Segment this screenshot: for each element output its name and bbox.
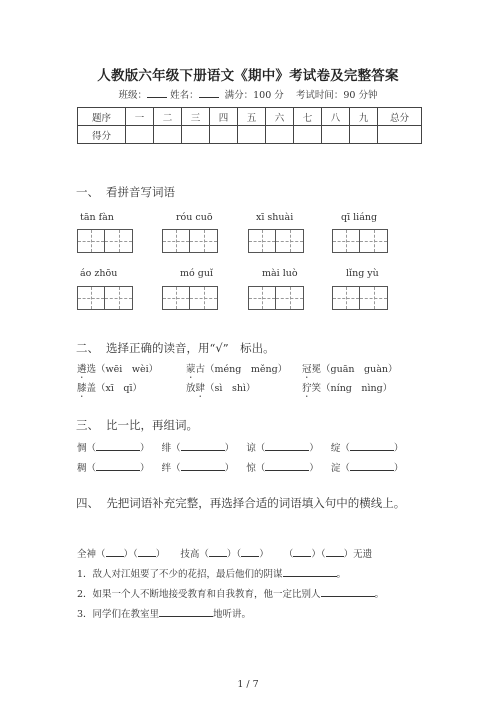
section-number: 二、 bbox=[76, 341, 99, 355]
idiom-blank[interactable] bbox=[138, 547, 156, 557]
score-value-row bbox=[78, 126, 422, 144]
word-blank[interactable] bbox=[96, 461, 140, 471]
pinyin-label: qī liáng bbox=[341, 212, 378, 223]
compare-row: 惆（ ） 绯（ ） 谅（ ） 绽（ ） bbox=[77, 443, 404, 454]
idiom-blank[interactable] bbox=[209, 547, 227, 557]
pinyin-label: tān fàn bbox=[80, 212, 114, 223]
pinyin-label: róu cuō bbox=[176, 212, 213, 223]
score-cell[interactable] bbox=[350, 126, 378, 144]
section-number: 四、 bbox=[76, 496, 99, 510]
score-cell[interactable] bbox=[266, 126, 294, 144]
header-cell: 题序 bbox=[78, 108, 126, 126]
section3-heading bbox=[76, 417, 198, 433]
score-cell[interactable] bbox=[210, 126, 238, 144]
pinyin-label: mài luò bbox=[262, 268, 298, 279]
word-blank[interactable] bbox=[96, 441, 140, 451]
header-cell: 六 bbox=[266, 108, 294, 126]
idiom-blank[interactable] bbox=[326, 547, 344, 557]
score-cell[interactable] bbox=[126, 126, 154, 144]
header-cell: 总分 bbox=[378, 108, 422, 126]
reading-item[interactable]: 狞笑（níng nìng） bbox=[302, 383, 393, 394]
writing-grid[interactable] bbox=[162, 286, 218, 310]
score-cell[interactable] bbox=[378, 126, 422, 144]
reading-item[interactable]: 膝盖（xī qī） bbox=[77, 383, 143, 394]
word-blank[interactable] bbox=[350, 441, 394, 451]
pinyin-label: xī shuài bbox=[256, 212, 294, 223]
section-title: 看拼音写词语 bbox=[106, 185, 175, 199]
section-title: 选择正确的读音，用“√” 标出。 bbox=[106, 341, 275, 355]
section-number: 一、 bbox=[76, 185, 99, 199]
section-number: 三、 bbox=[76, 418, 99, 432]
reading-item[interactable]: 遴选（wēi wèi） bbox=[77, 364, 159, 375]
word-blank[interactable] bbox=[350, 461, 394, 471]
section4-heading bbox=[76, 492, 426, 514]
compare-row: 稠（ ） 绊（ ） 惊（ ） 淀（ ） bbox=[77, 463, 404, 474]
sentence-blank[interactable] bbox=[159, 607, 213, 617]
section-title: 比一比，再组词。 bbox=[106, 418, 198, 432]
score-cell[interactable] bbox=[154, 126, 182, 144]
section-title: 先把词语补充完整，再选择合适的词语填入句中的横线上。 bbox=[106, 496, 406, 510]
header-cell: 七 bbox=[294, 108, 322, 126]
section1-heading bbox=[76, 184, 175, 200]
score-text: 满分：100 分 bbox=[224, 90, 284, 101]
row-label: 得分 bbox=[78, 126, 126, 144]
writing-grid[interactable] bbox=[77, 229, 133, 253]
header-cell: 四 bbox=[210, 108, 238, 126]
time-text: 考试时间：90 分钟 bbox=[295, 90, 378, 101]
header-cell: 一 bbox=[126, 108, 154, 126]
page-number: 1 / 7 bbox=[237, 679, 259, 690]
writing-grid[interactable] bbox=[332, 229, 388, 253]
header-cell: 二 bbox=[154, 108, 182, 126]
header-cell: 八 bbox=[322, 108, 350, 126]
writing-grid[interactable] bbox=[77, 286, 133, 310]
sentence-blank[interactable] bbox=[283, 567, 337, 577]
idiom-blank[interactable] bbox=[106, 547, 124, 557]
score-cell[interactable] bbox=[238, 126, 266, 144]
score-cell[interactable] bbox=[294, 126, 322, 144]
word-blank[interactable] bbox=[265, 461, 309, 471]
header-cell: 三 bbox=[182, 108, 210, 126]
idiom-blank[interactable] bbox=[293, 547, 311, 557]
class-blank[interactable] bbox=[147, 88, 167, 98]
writing-grid[interactable] bbox=[162, 229, 218, 253]
exam-info bbox=[0, 87, 496, 101]
idiom-fill-row: 全神（ ）（ ） 技高（ ）（ ） （ ）（ ）无遗 bbox=[77, 549, 373, 560]
reading-item[interactable]: 冠冕（guān guàn） bbox=[302, 364, 398, 375]
pinyin-label: mó guǐ bbox=[180, 268, 213, 279]
pinyin-label: lǐng yù bbox=[346, 268, 379, 279]
sentence-item: 1．敌人对江姐要了不少的花招，最后他们的阴谋 。 bbox=[77, 569, 347, 580]
score-header-row bbox=[78, 108, 422, 126]
header-cell: 九 bbox=[350, 108, 378, 126]
word-blank[interactable] bbox=[181, 441, 225, 451]
sentence-item: 3．同学们在教室里 地听讲。 bbox=[77, 609, 252, 620]
name-label: 姓名： bbox=[170, 90, 199, 101]
score-cell[interactable] bbox=[322, 126, 350, 144]
section2-heading bbox=[76, 340, 275, 356]
name-blank[interactable] bbox=[199, 88, 219, 98]
score-cell[interactable] bbox=[182, 126, 210, 144]
class-label: 班级： bbox=[118, 90, 148, 101]
writing-grid[interactable] bbox=[248, 229, 304, 253]
header-cell: 五 bbox=[238, 108, 266, 126]
page-title: 人教版六年级下册语文《期中》考试卷及完整答案 bbox=[97, 68, 399, 84]
reading-item[interactable]: 蒙古（méng měng） bbox=[186, 364, 288, 375]
sentence-item: 2．如果一个人不断地接受教育和自我教育，他一定比别人 。 bbox=[77, 589, 385, 600]
score-table bbox=[77, 107, 422, 144]
word-blank[interactable] bbox=[181, 461, 225, 471]
sentence-blank[interactable] bbox=[321, 587, 375, 597]
reading-item[interactable]: 放肆（sì shì） bbox=[186, 383, 256, 394]
writing-grid[interactable] bbox=[248, 286, 304, 310]
word-blank[interactable] bbox=[265, 441, 309, 451]
writing-grid[interactable] bbox=[332, 286, 388, 310]
idiom-blank[interactable] bbox=[241, 547, 259, 557]
pinyin-label: áo zhōu bbox=[80, 268, 118, 279]
